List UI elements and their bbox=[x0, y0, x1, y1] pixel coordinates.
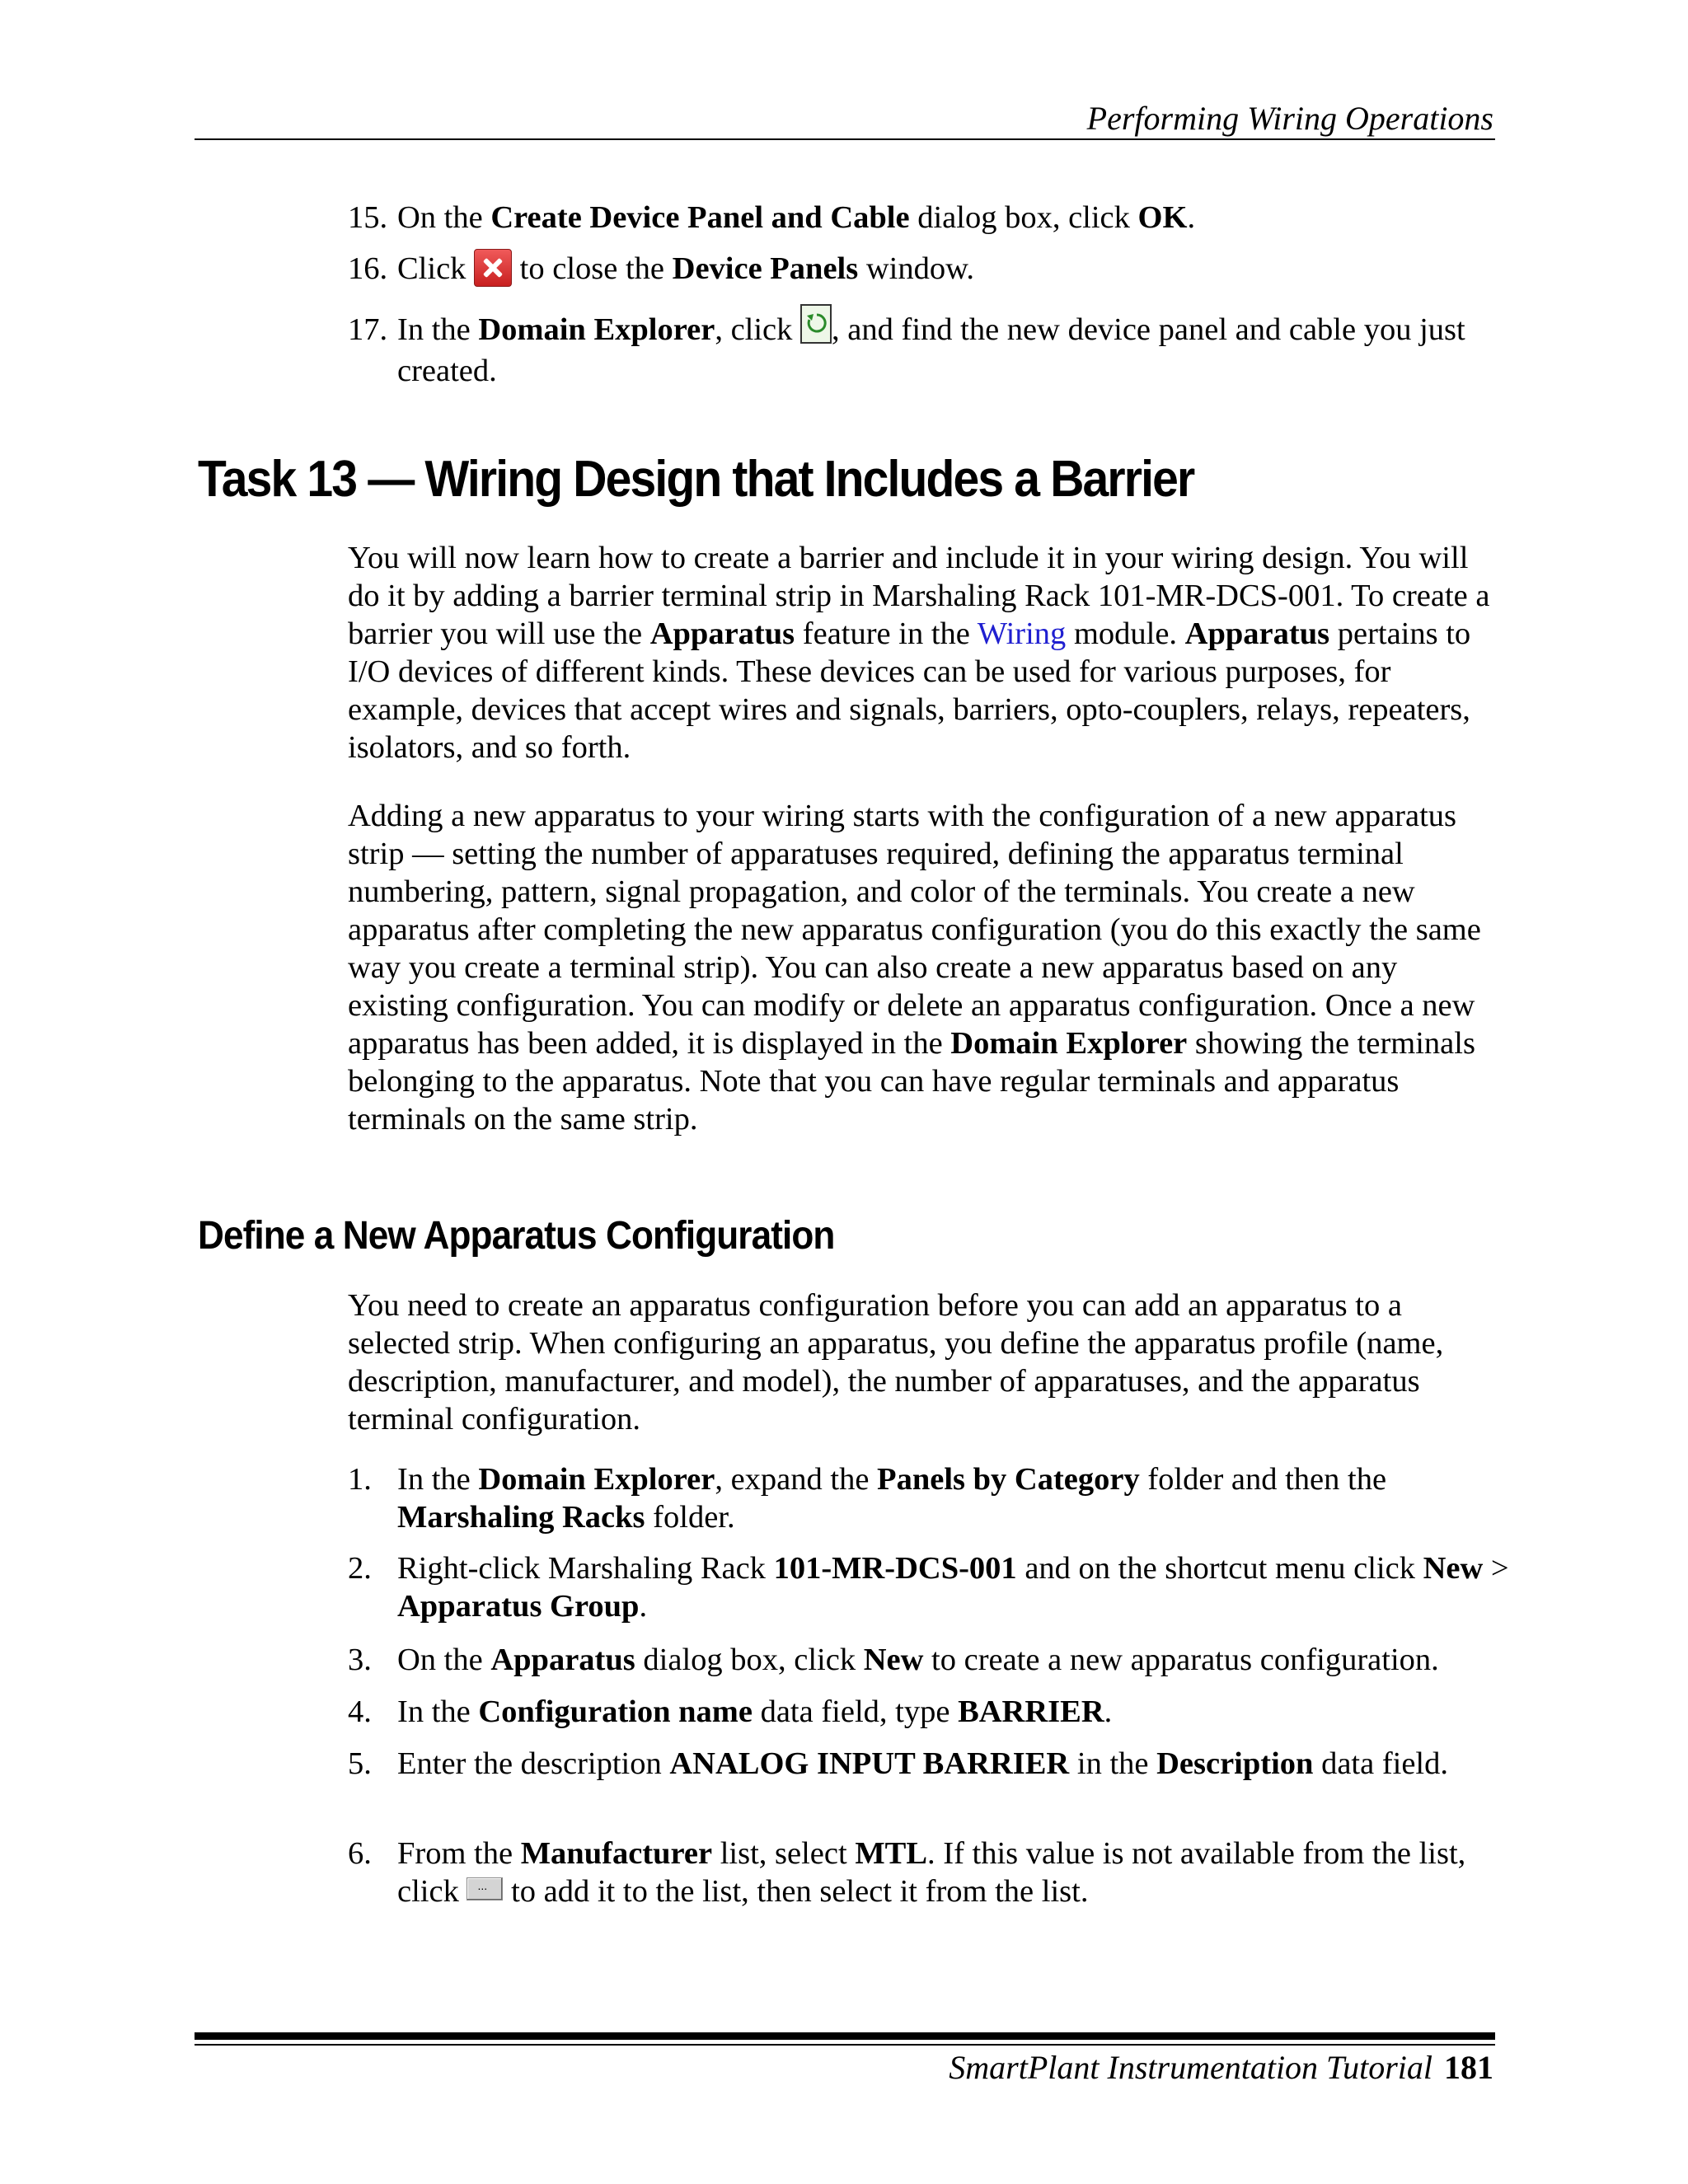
step-number: 15. bbox=[348, 200, 388, 235]
wiring-link[interactable]: Wiring bbox=[977, 616, 1067, 651]
footer-rule-thick bbox=[195, 2032, 1495, 2040]
refresh-icon bbox=[800, 304, 832, 344]
step-number: 3. bbox=[348, 1643, 372, 1677]
page-number: 181 bbox=[1444, 2049, 1493, 2086]
list-item: 6. From the Manufacturer list, select MTL. If this value is not available from the list, click ... to add it to the list, then select it from the list. bbox=[348, 1835, 1510, 1910]
running-head: Performing Wiring Operations bbox=[1086, 100, 1493, 137]
list-item: 3. On the Apparatus dialog box, click New to create a new apparatus configuration. bbox=[348, 1643, 1439, 1677]
intro-paragraph: Adding a new apparatus to your wiring starts with the configuration of a new apparatus strip — setting the number of apparatuses required, defining the apparatus terminal numbering, pattern, signal propagation, and color of the terminals. You create a new apparatus after completing the new apparatus configuration (you do this exactly the same way you create a terminal strip). You can also create a new apparatus based on any existing configuration. You can modify or delete an apparatus configuration. Once a new apparatus has been added, it is displayed in the Domain Explorer showing the terminals belonging to the apparatus. Note that you can have regular terminals and apparatus terminals on the same strip. bbox=[348, 799, 1481, 1137]
list-item: 2. Right-click Marshaling Rack 101-MR-DCS-001 and on the shortcut menu click New > Apparatus Group. bbox=[348, 1551, 1509, 1624]
list-item: 5. Enter the description ANALOG INPUT BARRIER in the Description data field. bbox=[348, 1746, 1449, 1781]
step-number: 2. bbox=[348, 1551, 372, 1586]
browse-ellipsis-icon bbox=[467, 1877, 503, 1900]
step-number: 4. bbox=[348, 1694, 372, 1729]
list-item: 16. Click to close the Device Panels window. bbox=[348, 250, 1510, 290]
page-footer bbox=[195, 2048, 1493, 2088]
list-item: 17. In the Domain Explorer, click , and find the new device panel and cable you just created. bbox=[348, 311, 1510, 390]
footer-rule-thin bbox=[195, 2044, 1495, 2046]
step-number: 17. bbox=[348, 312, 388, 347]
step-number: 1. bbox=[348, 1462, 372, 1497]
header-rule bbox=[195, 138, 1495, 140]
step-number: 5. bbox=[348, 1746, 372, 1781]
step-number: 6. bbox=[348, 1836, 372, 1871]
intro-paragraph: You will now learn how to create a barrier and include it in your wiring design. You will do it by adding a barrier terminal strip in Marshaling Rack 101-MR-DCS-001. To create a barrier you will use the Apparatus feature in the Wiring module. Apparatus pertains to I/O devices of different kinds. These devices can be used for various purposes, for example, devices that accept wires and signals, barriers, opto-couplers, relays, repeaters, isolators, and so forth. bbox=[348, 541, 1490, 765]
list-item: 15. On the Create Device Panel and Cable dialog box, click OK. bbox=[348, 200, 1196, 235]
section-heading: Define a New Apparatus Configuration bbox=[198, 1214, 835, 1258]
list-item: 1. In the Domain Explorer, expand the Panels by Category folder and then the Marshaling Racks folder. bbox=[348, 1462, 1387, 1535]
step-number: 16. bbox=[348, 251, 388, 286]
close-window-icon bbox=[474, 249, 512, 287]
section-intro: You need to create an apparatus configuration before you can add an apparatus to a selected strip. When configuring an apparatus, you define the apparatus profile (name, description, manufacturer, and model), the number of apparatuses, and the apparatus terminal configuration. bbox=[348, 1288, 1444, 1436]
list-item: 4. In the Configuration name data field, type BARRIER. bbox=[348, 1694, 1113, 1729]
footer-title: SmartPlant Instrumentation Tutorial bbox=[949, 2049, 1432, 2086]
task-heading: Task 13 — Wiring Design that Includes a Barrier bbox=[198, 451, 1194, 508]
